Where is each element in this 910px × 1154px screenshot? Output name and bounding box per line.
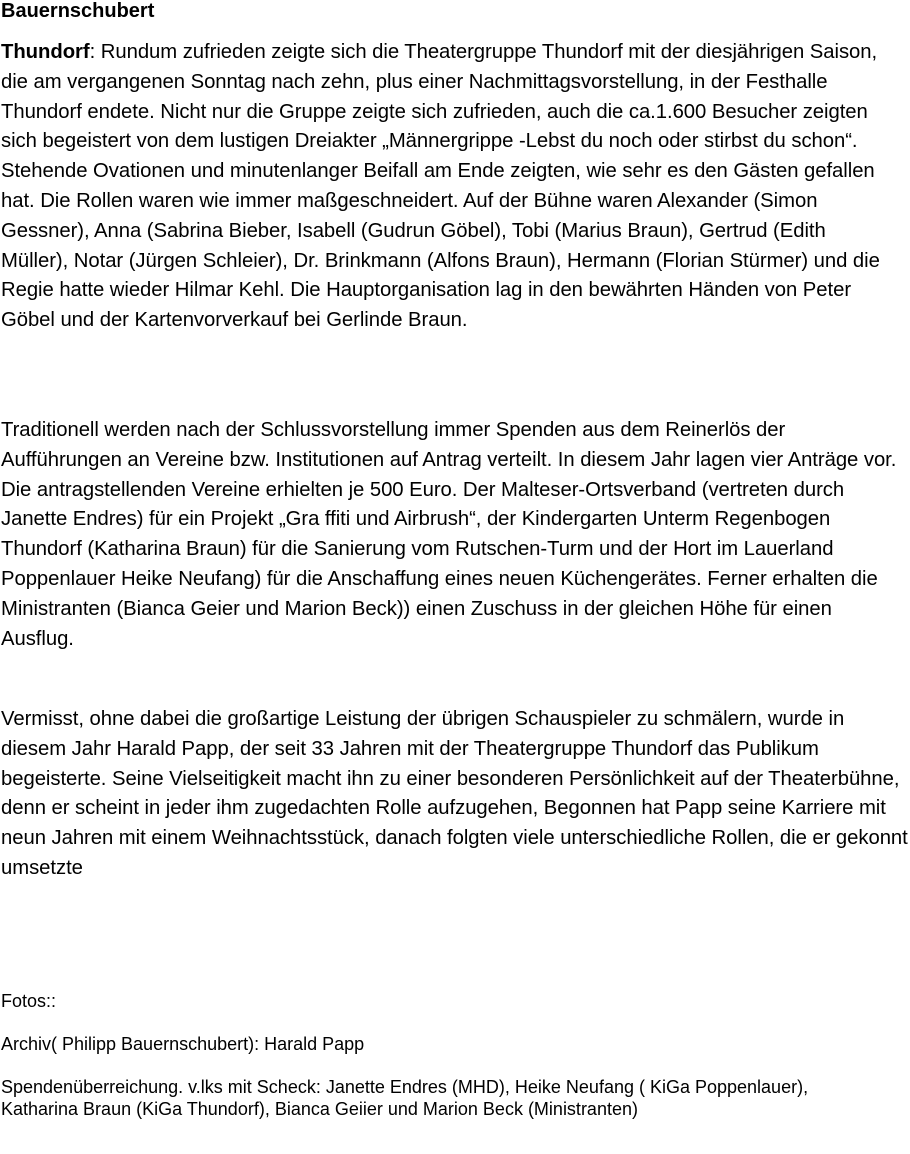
photo-caption-donation: Spendenüberreichung. v.lks mit Scheck: Janette Endres (MHD), Heike Neufang ( KiGa Poppenlauer), Katharina Braun (KiGa Thundorf), Bianca Geiier und Marion Beck (Ministranten) [1,1077,809,1119]
photos-label: Fotos:: [1,991,57,1011]
author-name: Bauernschubert [1,0,155,22]
article-paragraph-1-text: : Rundum zufrieden zeigte sich die Theatergruppe Thundorf mit der diesjährigen Saison, die am vergangenen Sonntag nach zehn, plus einer Nachmittagsvorstellung, in der Festhalle Thundorf endete. Nicht nur die Gruppe zeigte sich zufrieden, auch die ca.1.600 Besucher zeigten sich begeistert von dem lustigen Dreiakter „Männergrippe -Lebst du noch oder stirbst du schon“. Stehende Ovationen und minutenlanger Beifall am Ende zeigten, wie sehr es den Gästen gefallen hat. Die Rollen waren wie immer maßgeschneidert. Auf der Bühne waren Alexander (Simon Gessner), Anna (Sabrina Bieber, Isabell (Gudrun Göbel), Tobi (Marius Braun), Gertrud (Edith Müller), Notar (Jürgen Schleier), Dr. Brinkmann (Alfons Braun), Hermann (Florian Stürmer) und die Regie hatte wieder Hilmar Kehl. Die Hauptorganisation lag in den bewährten Händen von Peter Göbel und der Kartenvorverkauf bei Gerlinde Braun. [1,41,880,332]
article-paragraph-3: Vermisst, ohne dabei die großartige Leistung der übrigen Schauspieler zu schmälern, wurde in diesem Jahr Harald Papp, der seit 33 Jahren mit der Theatergruppe Thundorf das Publikum begeisterte. Seine Vielseitigkeit macht ihn zu einer besonderen Persönlichkeit auf der Theaterbühne, denn er scheint in jeder ihm zugedachten Rolle aufzugehen, Begonnen hat Papp seine Karriere mit neun Jahren mit einem Weihnachtsstück, danach folgten viele unterschiedliche Rollen, die er gekonnt umsetzte [1,708,908,879]
article-lead-word: Thundorf [1,41,90,63]
article-paragraph-1 [1,38,896,336]
document [1,0,910,1119]
article-paragraph-2: Traditionell werden nach der Schlussvorstellung immer Spenden aus dem Reinerlös der Aufführungen an Vereine bzw. Institutionen auf Antrag verteilt. In diesem Jahr lagen vier Anträge vor. Die antragstellenden Vereine erhielten je 500 Euro. Der Malteser-Ortsverband (vertreten durch Janette Endres) für ein Projekt „Gra ffiti und Airbrush“, der Kindergarten Unterm Regenbogen Thundorf (Katharina Braun) für die Sanierung vom Rutschen-Turm und der Hort im Lauerland Poppenlauer Heike Neufang) für die Anschaffung eines neuen Küchengerätes. Ferner erhalten die Ministranten (Bianca Geier und Marion Beck)) einen Zuschuss in der gleichen Höhe für einen Ausflug. [1,419,897,650]
photo-caption-archive: Archiv( Philipp Bauernschubert): Harald Papp [1,1034,365,1054]
